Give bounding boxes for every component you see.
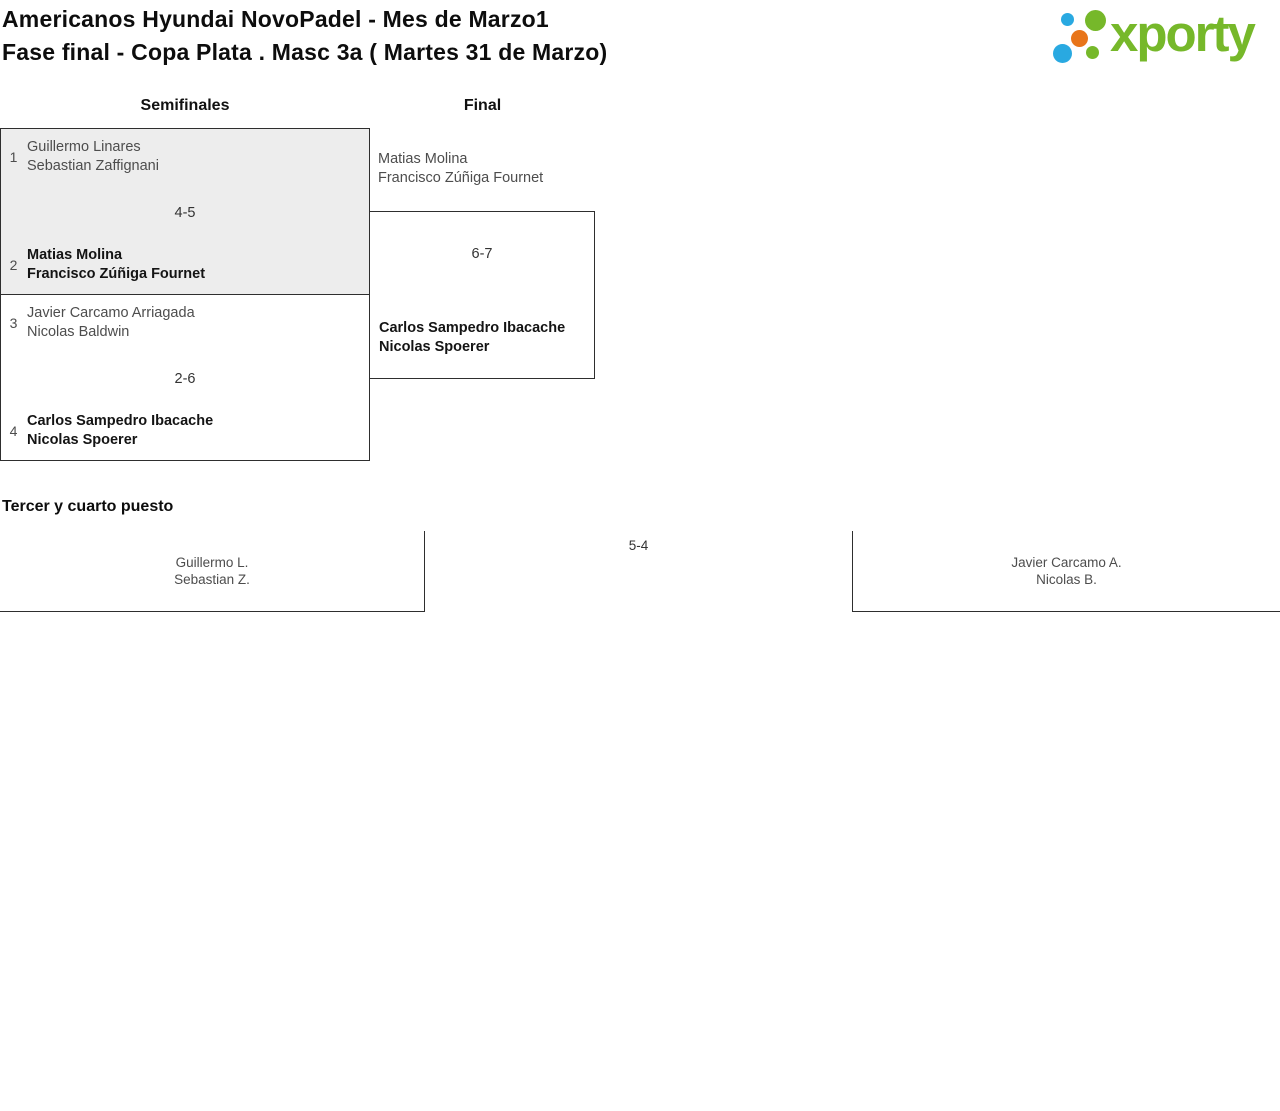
player-name: Nicolas Baldwin — [27, 324, 130, 340]
player-name: Guillermo L. — [175, 555, 249, 570]
logo-dot-orange-icon — [1071, 30, 1088, 47]
player-name: Sebastian Z. — [174, 572, 250, 587]
header — [2, 3, 607, 69]
final-score: 6-7 — [471, 246, 493, 262]
sf1-team-1 — [9, 138, 159, 176]
player-name: Guillermo Linares — [27, 139, 141, 155]
final-team-2-players-winner — [379, 319, 565, 357]
sf1-team2-seed: 2 — [9, 257, 18, 273]
column-header-semifinals: Semifinales — [140, 97, 230, 114]
player-name: Nicolas Spoerer — [379, 339, 490, 355]
third-place-team-1-players — [0, 554, 424, 588]
xporty-logo[interactable] — [1050, 5, 1278, 69]
page-subtitle: Fase final - Copa Plata . Masc 3a ( Martes 31 de Marzo) — [2, 39, 608, 65]
sf2-team1-players — [27, 304, 195, 342]
semifinal-match-2 — [0, 294, 370, 461]
final-team-1-players — [378, 150, 543, 188]
sf2-team2-seed: 4 — [9, 423, 18, 439]
sf1-score: 4-5 — [174, 205, 196, 221]
sf1-team1-seed: 1 — [9, 149, 18, 165]
logo-dot-green-small-icon — [1086, 46, 1099, 59]
sf1-team2-players-winner — [27, 246, 205, 284]
player-name: Javier Carcamo Arriagada — [27, 305, 195, 321]
third-place-team-2-cell — [852, 531, 1280, 612]
player-name: Matias Molina — [378, 151, 468, 167]
player-name: Francisco Zúñiga Fournet — [378, 170, 544, 186]
sf2-team2-players-winner — [27, 412, 213, 450]
player-name: Carlos Sampedro Ibacache — [27, 413, 214, 429]
third-place-team-2-players — [853, 554, 1280, 588]
third-place-heading: Tercer y cuarto puesto — [2, 498, 174, 515]
logo-dot-blue-large-icon — [1053, 44, 1072, 63]
semifinal-match-1 — [0, 128, 370, 295]
logo-dot-blue-small-icon — [1061, 13, 1074, 26]
player-name: Nicolas B. — [1036, 572, 1097, 587]
player-name: Carlos Sampedro Ibacache — [379, 320, 566, 336]
logo-wordmark: xporty — [1110, 5, 1254, 62]
player-name: Matias Molina — [27, 247, 123, 263]
player-name: Javier Carcamo A. — [1011, 555, 1122, 570]
logo-dot-green-large-icon — [1085, 10, 1106, 31]
sf1-team1-players — [27, 138, 159, 176]
sf2-team-2 — [9, 412, 213, 450]
final-match — [369, 211, 595, 379]
third-place-score: 5-4 — [628, 538, 649, 553]
sf1-team-2 — [9, 246, 205, 284]
sf2-team-1 — [9, 304, 195, 342]
player-name: Nicolas Spoerer — [27, 432, 138, 448]
column-header-final: Final — [463, 97, 502, 114]
page-title: Americanos Hyundai NovoPadel - Mes de Marzo1 — [2, 6, 549, 32]
sf2-score: 2-6 — [174, 371, 196, 387]
player-name: Francisco Zúñiga Fournet — [27, 266, 206, 282]
sf2-team1-seed: 3 — [9, 315, 18, 331]
third-place-team-1-cell — [0, 531, 425, 612]
player-name: Sebastian Zaffignani — [27, 158, 159, 174]
